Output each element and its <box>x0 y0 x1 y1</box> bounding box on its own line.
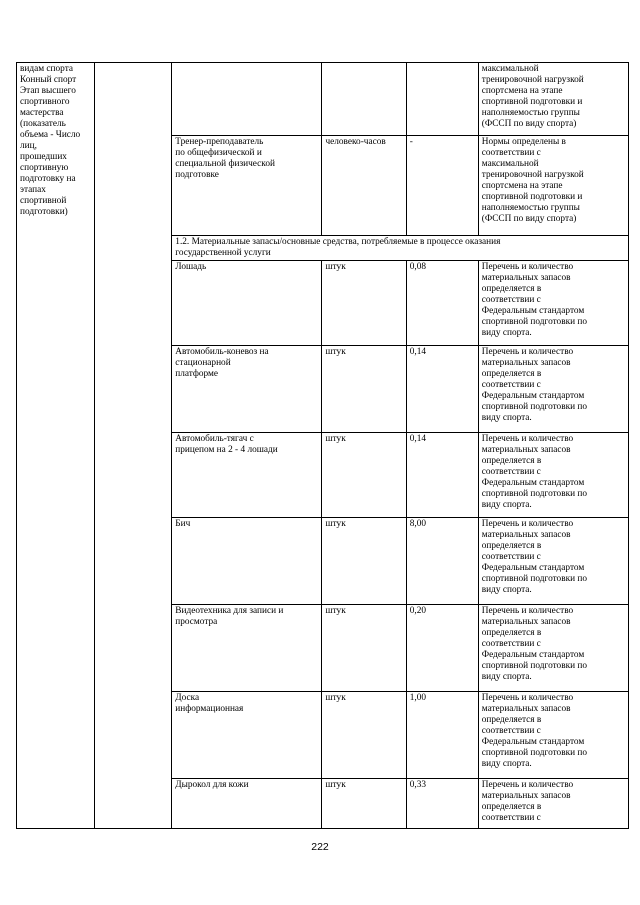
trainer-value-cell: - <box>406 136 478 236</box>
item-value-cell: 0,14 <box>406 346 478 433</box>
table-row-continuation <box>17 63 629 136</box>
item-name-cell: Доска информационная <box>172 692 322 779</box>
item-note-cell: Перечень и количество материальных запасов определяется в соответствии с Федеральным стандартом спортивной подготовки по виду спорта. <box>478 433 628 518</box>
trainer-unit-cell: человеко-часов <box>322 136 406 236</box>
item-name-cell: Видеотехника для записи и просмотра <box>172 605 322 692</box>
item-note-cell: Перечень и количество материальных запасов определяется в соответствии с Федеральным стандартом спортивной подготовки по виду спорта. <box>478 605 628 692</box>
item-note-cell: Перечень и количество материальных запасов определяется в соответствии с Федеральным стандартом спортивной подготовки по виду спорта. <box>478 692 628 779</box>
item-unit-cell: штук <box>322 346 406 433</box>
cont-value-cell <box>406 63 478 136</box>
service-description-cell: видам спорта Конный спорт Этап высшего спортивного мастерства (показатель объема - Число лиц, прошедших спортивную подготовку на этапах спортивной подготовки) <box>17 63 95 829</box>
cont-note-cell: максимальной тренировочной нагрузкой спортсмена на этапе спортивной подготовки и наполняемостью группы (ФССП по виду спорта) <box>478 63 628 136</box>
item-name-cell: Бич <box>172 518 322 605</box>
item-note-cell: Перечень и количество материальных запасов определяется в соответствии с Федеральным стандартом спортивной подготовки по виду спорта. <box>478 346 628 433</box>
item-unit-cell: штук <box>322 779 406 829</box>
trainer-name-cell: Тренер-преподаватель по общефизической и специальной физической подготовке <box>172 136 322 236</box>
norms-table <box>16 62 629 829</box>
item-note-cell: Перечень и количество материальных запасов определяется в соответствии с <box>478 779 628 829</box>
item-note-cell: Перечень и количество материальных запасов определяется в соответствии с Федеральным стандартом спортивной подготовки по виду спорта. <box>478 261 628 346</box>
item-unit-cell: штук <box>322 692 406 779</box>
trainer-note-cell: Нормы определены в соответствии с максимальной тренировочной нагрузкой спортсмена на этапе спортивной подготовки и наполняемостью группы (ФССП по виду спорта) <box>478 136 628 236</box>
item-name-cell: Автомобиль-тягач с прицепом на 2 - 4 лошади <box>172 433 322 518</box>
item-name-cell: Лошадь <box>172 261 322 346</box>
section-header-cell: 1.2. Материальные запасы/основные средства, потребляемые в процессе оказания государственной услуги <box>172 236 629 261</box>
item-name-cell: Дырокол для кожи <box>172 779 322 829</box>
cont-unit-cell <box>322 63 406 136</box>
item-value-cell: 8,00 <box>406 518 478 605</box>
item-unit-cell: штук <box>322 518 406 605</box>
empty-column-cell <box>95 63 172 829</box>
cont-name-cell <box>172 63 322 136</box>
item-unit-cell: штук <box>322 605 406 692</box>
item-value-cell: 0,20 <box>406 605 478 692</box>
page-number: 222 <box>311 841 329 853</box>
item-value-cell: 0,33 <box>406 779 478 829</box>
item-value-cell: 0,14 <box>406 433 478 518</box>
item-value-cell: 0,08 <box>406 261 478 346</box>
item-note-cell: Перечень и количество материальных запасов определяется в соответствии с Федеральным стандартом спортивной подготовки по виду спорта. <box>478 518 628 605</box>
item-name-cell: Автомобиль-коневоз на стационарной платформе <box>172 346 322 433</box>
item-unit-cell: штук <box>322 433 406 518</box>
item-unit-cell: штук <box>322 261 406 346</box>
item-value-cell: 1,00 <box>406 692 478 779</box>
